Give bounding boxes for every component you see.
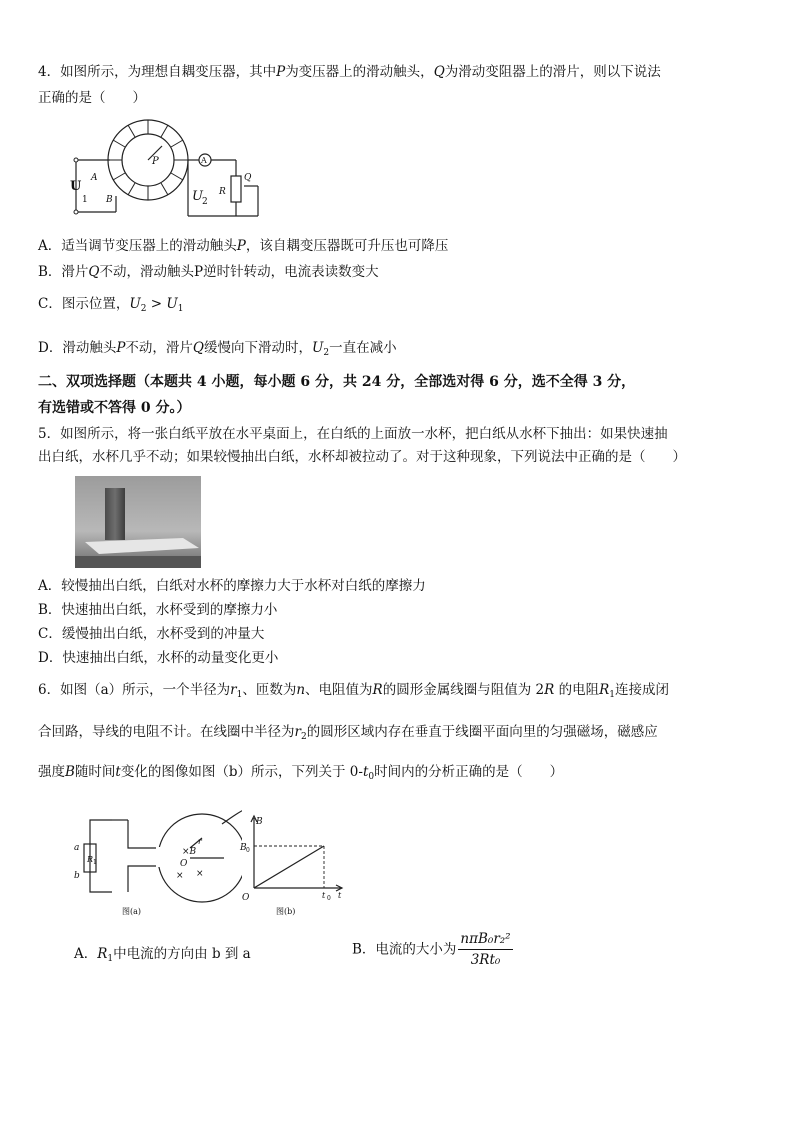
svg-text:a: a [74,843,80,853]
svg-text:O: O [242,893,250,903]
section2-heading-line2: 有选错或不答得 0 分。） [38,400,191,416]
q5-stem-line1: 5．如图所示，将一张白纸平放在水平桌面上，在白纸的上面放一水杯，把白纸从水杯下抽出：如果快速抽 [38,426,668,442]
figure-b-caption: 图(b) [276,907,296,916]
svg-text:Q: Q [244,173,252,183]
svg-text:1: 1 [93,859,97,866]
svg-text:U: U [192,189,203,204]
q6-figure-b-graph [236,812,346,922]
svg-text:2: 2 [202,197,208,207]
u1-label: U [70,179,82,194]
q5-cup-photo [75,476,201,568]
q5-stem-line2: 出白纸，水杯几乎不动；如果较慢抽出白纸，水杯却被拉动了。对于这种现象，下列说法中正确的是（ ） [38,449,686,465]
q4-stem-line1: 4．如图所示，为理想自耦变压器，其中P为变压器上的滑动触头，Q为滑动变阻器上的滑片，则以下说法 [38,64,661,80]
svg-text:R: R [87,855,94,864]
current-fraction: $\frac{\text{nπB₀r₂²}}{\text{3Rt₀}}$ [460,931,511,968]
q4-option-b: B．滑片Q不动，滑动触头P逆时针转动，电流表读数变大 [38,264,379,280]
q4-option-a: A．适当调节变压器上的滑动触头P，该自耦变压器既可升压也可降压 [38,238,449,254]
svg-text:0: 0 [327,895,331,902]
svg-text:1: 1 [82,195,88,205]
q5-option-a: A．较慢抽出白纸，白纸对水杯的摩擦力大于水杯对白纸的摩擦力 [38,578,426,594]
svg-text:t: t [322,891,326,900]
q5-option-d: D．快速抽出白纸，水杯的动量变化更小 [38,650,279,666]
svg-text:t: t [338,891,342,900]
q5-option-c: C．缓慢抽出白纸，水杯受到的冲量大 [38,626,265,642]
cross-icon: × [196,869,204,879]
b-t-line [254,846,324,888]
svg-text:B: B [106,195,113,205]
svg-text:P: P [152,156,159,167]
ammeter-icon: A [201,156,207,165]
q5-option-b: B．快速抽出白纸，水杯受到的摩擦力小 [38,602,278,618]
svg-text:B: B [240,843,247,853]
q6-option-a: A．$R_1$中电流的方向由 b 到 a [74,946,251,964]
q4-stem-line2: 正确的是（ ） [38,90,146,106]
svg-text:r: r [198,837,202,846]
q6-stem-line2: 合回路，导线的电阻不计。在线圈中半径为$r_2$的圆形区域内存在垂直于线圈平面向里的匀强磁场，磁感应 [38,724,658,742]
figure-a-caption: 图(a) [122,907,142,916]
q6-option-b: B．电流的大小为 $\frac{\text{nπB₀r₂²}}{\text{3Rt₀}}$ [352,931,511,968]
q6-stem-line1: 6．如图（a）所示，一个半径为$r_1$、匝数为n、电阻值为R的圆形金属线圈与阻值为 2R 的电阻$R_1$连接成闭 [38,682,669,700]
svg-text:0: 0 [246,847,250,854]
q4-option-c: C．图示位置，$U_2 > U_1$ [38,296,184,314]
svg-text:A: A [91,173,98,183]
q4-option-d: D．滑动触头P不动，滑片Q缓慢向下滑动时，$U_2$一直在减小 [38,340,397,358]
svg-text:O: O [180,859,188,869]
svg-text:R: R [219,187,226,197]
cross-icon: × [176,871,184,881]
q6-figure-a [72,808,242,920]
svg-text:B: B [256,817,263,827]
section2-heading-line1: 二、双项选择题（本题共 4 小题，每小题 6 分，共 24 分，全部选对得 6 分，选不全得 3 分， [38,374,636,390]
svg-text:b: b [74,871,80,881]
q6-stem-line3: 强度B随时间t变化的图像如图（b）所示，下列关于 $0-t_0$时间内的分析正确的是（ ） [38,764,564,782]
q4-transformer-figure [70,116,270,226]
svg-text:×B: ×B [182,847,197,857]
